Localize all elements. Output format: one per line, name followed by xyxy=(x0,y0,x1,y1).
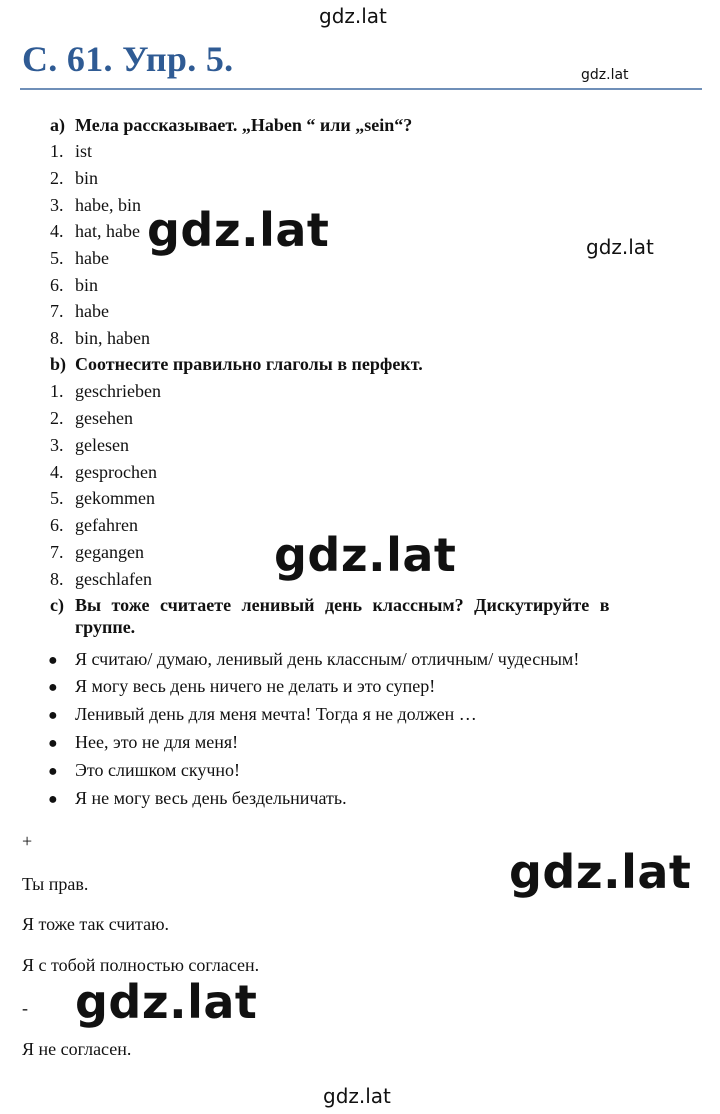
item-number: 8. xyxy=(50,328,64,348)
item-text: gesprochen xyxy=(75,462,157,482)
bullet-text: Я могу весь день ничего не делать и это супер! xyxy=(75,676,436,696)
bullet-dot: ● xyxy=(48,763,58,780)
bullet-item xyxy=(48,731,238,755)
bullet-dot: ● xyxy=(48,679,58,696)
item-text: hat, habe xyxy=(75,221,140,241)
item-number: 8. xyxy=(50,569,64,589)
section-a-label: a) xyxy=(50,115,65,135)
item-text: geschrieben xyxy=(75,381,161,401)
section-b-heading-text: Соотнесите правильно глаголы в перфект. xyxy=(75,354,423,374)
bullet-text: Ленивый день для меня мечта! Тогда я не должен … xyxy=(75,704,477,724)
bullet-item xyxy=(48,703,477,727)
item-number: 3. xyxy=(50,435,64,455)
item-text: habe, bin xyxy=(75,195,141,215)
item-text: gekommen xyxy=(75,488,155,508)
list-item xyxy=(50,300,109,322)
item-number: 4. xyxy=(50,221,64,241)
section-c-label: c) xyxy=(50,595,64,615)
plus-line: Я с тобой полностью согласен. xyxy=(22,955,260,975)
list-item xyxy=(50,327,150,349)
item-text: gefahren xyxy=(75,515,138,535)
list-item xyxy=(50,274,98,296)
list-item xyxy=(50,167,98,189)
bullet-item xyxy=(48,648,579,672)
list-item xyxy=(50,247,109,269)
bullet-dot: ● xyxy=(48,707,58,724)
watermark-big: gdz.lat xyxy=(147,203,330,257)
bullet-text: Я не могу весь день бездельничать. xyxy=(75,788,347,808)
list-item xyxy=(50,194,141,216)
list-item xyxy=(50,140,92,162)
section-c-heading-text-2: группе. xyxy=(75,617,136,637)
item-text: gegangen xyxy=(75,542,144,562)
section-b-heading xyxy=(50,353,423,375)
bullet-item xyxy=(48,759,240,783)
section-a-heading-text: Мела рассказывает. „Haben “ или „sein“? xyxy=(75,115,413,135)
watermark-big: gdz.lat xyxy=(75,975,258,1029)
section-c-heading-text-1: Вы тоже считаете ленивый день классным? Дискутируйте в xyxy=(75,595,610,615)
section-c-heading xyxy=(50,594,700,638)
title-underline xyxy=(20,88,702,90)
list-item xyxy=(50,220,140,242)
list-item xyxy=(50,407,133,429)
item-number: 6. xyxy=(50,515,64,535)
list-item xyxy=(50,487,155,509)
bullet-text: Это слишком скучно! xyxy=(75,760,241,780)
list-item xyxy=(50,568,152,590)
list-item xyxy=(50,380,161,402)
bullet-text: Нее, это не для меня! xyxy=(75,732,239,752)
item-number: 1. xyxy=(50,381,64,401)
bullet-text: Я считаю/ думаю, ленивый день классным/ отличным/ чудесным! xyxy=(75,649,580,669)
page-title: С. 61. Упр. 5. xyxy=(22,39,234,79)
minus-line: Я не согласен. xyxy=(22,1039,132,1059)
item-text: gelesen xyxy=(75,435,129,455)
item-text: geschlafen xyxy=(75,569,152,589)
bullet-dot: ● xyxy=(48,791,58,808)
section-b-label: b) xyxy=(50,354,67,374)
watermark-header-right: gdz.lat xyxy=(581,67,629,83)
list-item xyxy=(50,514,138,536)
list-item xyxy=(50,541,144,563)
section-c-heading-lead xyxy=(50,594,609,616)
section-c-heading-line1 xyxy=(50,594,700,616)
watermark-top: gdz.lat xyxy=(319,4,387,28)
item-number: 6. xyxy=(50,275,64,295)
item-text: ist xyxy=(75,141,93,161)
bullet-dot: ● xyxy=(48,652,58,669)
item-text: bin xyxy=(75,275,99,295)
item-number: 7. xyxy=(50,301,64,321)
plus-sign: + xyxy=(22,831,33,851)
watermark-big: gdz.lat xyxy=(274,528,457,582)
bullet-item xyxy=(48,675,435,699)
plus-line: Я тоже так считаю. xyxy=(22,914,170,934)
bullet-dot: ● xyxy=(48,735,58,752)
plus-line: Ты прав. xyxy=(22,874,89,894)
item-number: 4. xyxy=(50,462,64,482)
section-a-heading xyxy=(50,114,412,136)
watermark-big: gdz.lat xyxy=(509,845,692,899)
item-text: gesehen xyxy=(75,408,133,428)
item-text: habe xyxy=(75,248,109,268)
item-text: habe xyxy=(75,301,109,321)
watermark-bottom: gdz.lat xyxy=(323,1084,391,1108)
item-text: bin, haben xyxy=(75,328,150,348)
item-number: 2. xyxy=(50,408,64,428)
item-number: 2. xyxy=(50,168,64,188)
item-number: 5. xyxy=(50,488,64,508)
item-text: bin xyxy=(75,168,99,188)
list-item xyxy=(50,461,157,483)
item-number: 7. xyxy=(50,542,64,562)
item-number: 3. xyxy=(50,195,64,215)
item-number: 5. xyxy=(50,248,64,268)
minus-sign: - xyxy=(22,998,28,1018)
item-number: 1. xyxy=(50,141,64,161)
watermark-right-mid: gdz.lat xyxy=(586,235,654,259)
bullet-item xyxy=(48,787,347,811)
list-item xyxy=(50,434,129,456)
